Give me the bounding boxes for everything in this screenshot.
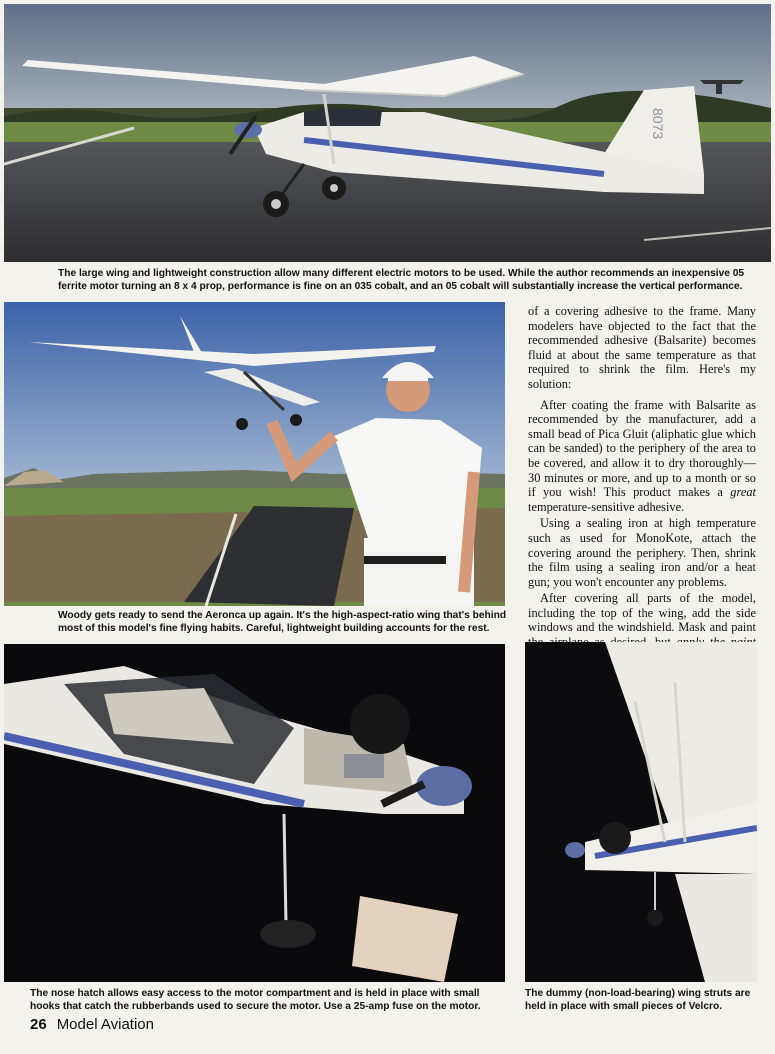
caption-bottom-left: The nose hatch allows easy access to the motor compartment and is held in place with small hooks that catch the rubberbands used to secure the motor. Use a 25-amp fuse on the motor. <box>30 988 481 1012</box>
photo-nose-hatch <box>4 644 505 982</box>
article-text <box>528 304 756 664</box>
page-footer <box>30 1016 164 1033</box>
article-paragraph: Using a sealing iron at high temperature such as used for MonoKote, attach the covering around the periphery. Then, shrink the film using a sealing iron and/or a heat gun; you won't encounter any problems. <box>528 516 756 589</box>
article-paragraph: After coating the frame with Balsarite as recommended by the manufacturer, add a small bead of Pica Gluit (aliphatic glue which can be sanded) to the periphery of the area to be covered, and allow it to dry thoroughly—30 minutes or more, and up to a month or so if you wish! This product makes a great temperature-sensitive adhesive. <box>528 397 756 514</box>
article-paragraph: of a covering adhesive to the frame. Many modelers have objected to the fact that the recommended adhesive (Balsarite) becomes fluid at about the same temperature as that required to shrink the film. Here's my solution: <box>528 304 756 391</box>
page-number: 26 <box>30 1016 47 1033</box>
article-paragraph: After covering all parts of the model, including the top of the wing, add the side windows and the windshield. Mask and paint <box>528 591 756 635</box>
caption-middle: Woody gets ready to send the Aeronca up again. It's the high-aspect-ratio wing that's behind most of this model's fine flying habits. Careful, lightweight building accounts for the rest. <box>58 610 507 634</box>
caption-bottom-right: The dummy (non-load-bearing) wing struts are held in place with small pieces of Velcro. <box>525 988 751 1012</box>
magazine-name: Model Aviation <box>56 1016 154 1033</box>
photo-man-holding-plane <box>4 302 505 606</box>
photo-airplane-runway <box>4 4 771 262</box>
caption-top: The large wing and lightweight construction allow many different electric motors to be used. While the author recommends an inexpensive 05 ferrite motor turning an 8 x 4 prop, performance is fine on an 035 cobalt, and an 05 cobalt will substantially increase the vertical performance. <box>58 268 745 292</box>
photo-wing-struts <box>525 642 757 982</box>
tail-number: 8073 <box>650 108 666 140</box>
